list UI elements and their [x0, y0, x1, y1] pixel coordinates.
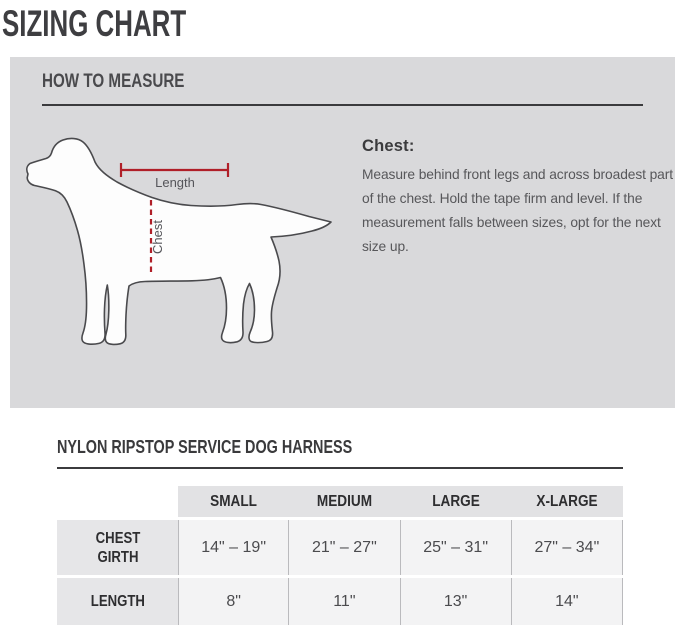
- size-value-cell: 13": [401, 578, 512, 625]
- size-value-cell: 11": [289, 578, 400, 625]
- how-to-measure-panel: [10, 57, 675, 408]
- chest-info-line: size up.: [362, 239, 409, 254]
- page-title-text: SIZING CHART: [2, 3, 187, 44]
- size-value-cell: 21" – 27": [289, 520, 400, 575]
- size-col-header-xlarge: X-LARGE: [512, 486, 623, 517]
- row-label-length: LENGTH: [57, 578, 178, 625]
- length-label: Length: [155, 175, 195, 190]
- chest-info-line: Measure behind front legs and across broadest part: [362, 167, 673, 182]
- product-table-heading-text: NYLON RIPSTOP SERVICE DOG HARNESS: [57, 437, 353, 457]
- row-label-chest-girth: CHEST GIRTH: [57, 520, 178, 575]
- dog-measurement-diagram: [25, 130, 345, 360]
- chest-info-line: of the chest. Hold the tape firm and level. If the: [362, 191, 643, 206]
- table-corner-cell: [57, 486, 178, 517]
- size-value-cell: 14" – 19": [178, 520, 289, 575]
- product-table-heading: [57, 437, 623, 469]
- size-col-header-medium: MEDIUM: [289, 486, 400, 517]
- size-col-header-large: LARGE: [401, 486, 512, 517]
- chest-label: Chest: [150, 220, 165, 254]
- page-title: [2, 3, 265, 45]
- size-value-cell: 27" – 34": [512, 520, 623, 575]
- how-to-measure-heading-text: HOW TO MEASURE: [42, 71, 185, 92]
- size-table: [57, 486, 623, 625]
- size-value-cell: 25" – 31": [401, 520, 512, 575]
- chest-info-line: measurement falls between sizes, opt for the next: [362, 215, 661, 230]
- chest-info-body: [362, 163, 673, 259]
- size-value-cell: 14": [512, 578, 623, 625]
- size-value-cell: 8": [178, 578, 289, 625]
- chest-info: [362, 137, 673, 259]
- chest-info-heading: Chest:: [362, 137, 415, 155]
- how-to-measure-heading: [42, 71, 643, 106]
- size-col-header-small: SMALL: [178, 486, 289, 517]
